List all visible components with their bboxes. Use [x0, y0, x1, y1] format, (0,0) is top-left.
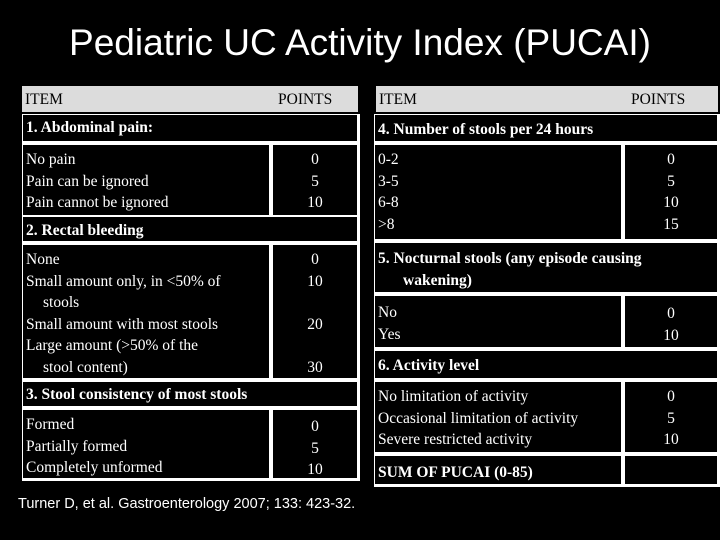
point-value: 5 — [311, 439, 319, 457]
rectal-bleeding-points — [272, 244, 360, 381]
citation: Turner D, et al. Gastroenterology 2007; 133: 423-32. — [18, 496, 356, 512]
list-item: No limitation of activity — [378, 388, 529, 405]
abdominal-pain-points — [272, 144, 360, 218]
list-item: Occasional limitation of activity — [378, 409, 579, 427]
sum-points-cell — [624, 455, 720, 487]
point-value: 10 — [307, 461, 323, 478]
left-points-header — [272, 86, 358, 112]
section-5-label-cont: wakening) — [403, 271, 472, 289]
point-value: 5 — [667, 172, 675, 190]
section-number-of-stools — [374, 114, 720, 144]
point-value: 10 — [663, 431, 679, 448]
point-value: 0 — [667, 305, 675, 322]
activity-level-points — [624, 381, 720, 455]
left-item-header — [22, 86, 272, 112]
right-item-header-label: ITEM — [379, 91, 417, 108]
section-abdominal-pain — [22, 114, 360, 144]
activity-level-items — [374, 381, 624, 455]
section-2-label: 2. Rectal bleeding — [26, 222, 144, 239]
list-item: Small amount only, in <50% of — [26, 272, 221, 290]
section-rectal-bleeding — [22, 216, 360, 244]
section-3-label: 3. Stool consistency of most stools — [26, 386, 248, 403]
list-item: No pain — [26, 151, 76, 168]
list-item: >8 — [378, 215, 395, 233]
point-value: 5 — [667, 409, 675, 427]
point-value: 5 — [311, 172, 319, 190]
nocturnal-stools-points — [624, 295, 720, 350]
point-value: 10 — [663, 194, 679, 211]
number-of-stools-items — [374, 144, 624, 242]
point-value: 0 — [667, 388, 675, 405]
right-item-header — [376, 86, 625, 112]
point-value: 0 — [311, 151, 319, 168]
list-item: 3-5 — [378, 172, 399, 190]
list-item: stool content) — [43, 358, 128, 376]
list-item: 0-2 — [378, 151, 399, 168]
section-4-label: 4. Number of stools per 24 hours — [378, 121, 594, 138]
point-value: 15 — [663, 215, 679, 233]
right-points-header-label: POINTS — [631, 91, 686, 108]
point-value: 20 — [307, 315, 323, 333]
left-points-header-label: POINTS — [278, 91, 333, 108]
slide-title: Pediatric UC Activity Index (PUCAI) — [69, 22, 651, 63]
list-item: Formed — [26, 416, 75, 433]
point-value: 10 — [663, 326, 679, 344]
point-value: 0 — [311, 251, 319, 268]
list-item: Pain cannot be ignored — [26, 194, 169, 211]
section-nocturnal-stools — [374, 242, 720, 295]
section-stool-consistency — [22, 381, 360, 409]
point-value: 30 — [307, 358, 323, 376]
list-item: Pain can be ignored — [26, 172, 149, 190]
list-item: Yes — [378, 325, 401, 343]
stool-consistency-items — [22, 409, 272, 481]
rectal-bleeding-items — [22, 244, 272, 381]
section-6-label: 6. Activity level — [378, 357, 480, 374]
sum-label-cell — [374, 455, 624, 487]
nocturnal-stools-items — [374, 295, 624, 350]
number-of-stools-points — [624, 144, 720, 242]
list-item: None — [26, 251, 60, 268]
point-value: 0 — [667, 151, 675, 168]
list-item: Severe restricted activity — [378, 431, 533, 448]
section-1-label: 1. Abdominal pain: — [26, 119, 154, 136]
list-item: stools — [43, 294, 80, 311]
list-item: Small amount with most stools — [26, 315, 219, 333]
sum-label: SUM OF PUCAI (0-85) — [378, 464, 533, 481]
section-activity-level — [374, 350, 720, 381]
stool-consistency-points — [272, 409, 360, 481]
point-value: 0 — [311, 418, 319, 435]
point-value: 10 — [307, 194, 323, 211]
list-item: 6-8 — [378, 194, 399, 211]
point-value: 10 — [307, 272, 323, 290]
left-item-header-label: ITEM — [25, 91, 63, 108]
list-item: No — [378, 304, 397, 321]
section-5-label: 5. Nocturnal stools (any episode causing — [378, 250, 642, 267]
list-item: Large amount (>50% of the — [26, 337, 199, 354]
abdominal-pain-items — [22, 144, 272, 218]
list-item: Completely unformed — [26, 459, 163, 476]
list-item: Partially formed — [26, 437, 128, 455]
right-points-header — [625, 86, 718, 112]
